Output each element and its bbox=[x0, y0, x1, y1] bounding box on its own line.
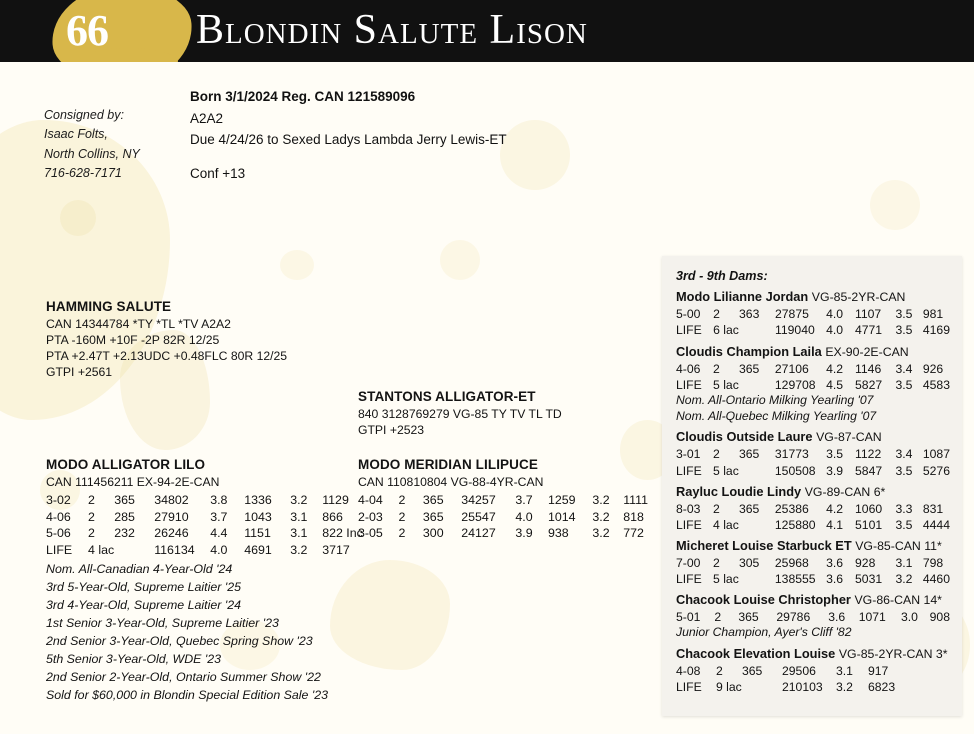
production-cell: 1060 bbox=[855, 501, 883, 516]
genetics-code: A2A2 bbox=[190, 110, 224, 126]
production-cell: 3.5 bbox=[895, 323, 913, 338]
production-cell: 3.5 bbox=[895, 463, 913, 478]
production-cell: 26246 bbox=[154, 526, 189, 541]
production-cell: 4.5 bbox=[826, 377, 844, 392]
production-cell: LIFE bbox=[676, 679, 702, 694]
ancestor-dam-entry bbox=[676, 592, 950, 641]
production-cell: 4.0 bbox=[515, 509, 533, 524]
production-cell: 2 bbox=[713, 555, 720, 570]
production-cell: 2 bbox=[88, 509, 95, 524]
production-cell: 3.6 bbox=[826, 571, 844, 586]
production-cell bbox=[912, 663, 942, 679]
production-cell: 29786 bbox=[776, 609, 811, 624]
production-cell: 3.0 bbox=[900, 609, 918, 624]
production-cell: 9 lac bbox=[716, 679, 742, 694]
production-cell: 3.9 bbox=[826, 463, 844, 478]
dams-panel-header: 3rd - 9th Dams: bbox=[676, 269, 768, 283]
ancestor-dam-note: Junior Champion, Ayer's Cliff '82 bbox=[676, 625, 852, 640]
production-row bbox=[676, 322, 950, 338]
production-row bbox=[358, 492, 648, 509]
production-cell: 5 lac bbox=[713, 377, 739, 392]
ancestor-dam-production-table bbox=[676, 663, 942, 695]
production-cell: 2 bbox=[716, 663, 723, 678]
production-cell bbox=[912, 679, 942, 695]
dam-award: 3rd 4-Year-Old, Supreme Laitier '24 bbox=[46, 598, 241, 613]
production-cell: 24127 bbox=[461, 526, 496, 541]
consignor-label: Consigned by: bbox=[44, 108, 124, 122]
production-cell: 1122 bbox=[855, 447, 882, 462]
due-date: Due 4/24/26 to Sexed Ladys Lambda Jerry Lewis-ET bbox=[190, 132, 507, 148]
production-cell: 4-06 bbox=[46, 509, 71, 524]
production-cell: 2-03 bbox=[358, 509, 383, 524]
production-cell: 3.4 bbox=[895, 447, 913, 462]
production-cell: 3.2 bbox=[290, 542, 308, 557]
production-cell: 125880 bbox=[774, 517, 816, 532]
production-cell: 5276 bbox=[922, 463, 950, 478]
production-cell: 2 bbox=[398, 492, 406, 507]
production-cell bbox=[739, 517, 775, 533]
production-cell: 6 lac bbox=[713, 323, 739, 338]
production-cell: 5031 bbox=[855, 571, 883, 586]
sire-line: CAN 14344784 *TY *TL *TV A2A2 bbox=[46, 316, 231, 331]
production-cell: 822 Inc bbox=[322, 526, 363, 541]
ancestor-dam-production-table bbox=[676, 446, 950, 478]
production-cell bbox=[739, 322, 775, 338]
production-cell: 4.0 bbox=[826, 307, 844, 322]
production-cell: 27875 bbox=[774, 307, 809, 322]
ancestor-dams-panel bbox=[662, 256, 962, 716]
production-cell: 3.9 bbox=[515, 526, 533, 541]
production-cell: 365 bbox=[738, 361, 760, 376]
production-cell: 818 bbox=[623, 509, 644, 524]
production-cell: 1151 bbox=[244, 526, 271, 541]
maternal-grandsire-line: 840 3128769279 VG-85 TY TV TL TD bbox=[358, 406, 562, 421]
production-cell: 4771 bbox=[854, 323, 883, 338]
production-cell bbox=[742, 679, 782, 695]
ancestor-dam-classification: VG-86-CAN 14* bbox=[854, 592, 942, 607]
production-cell: 3.1 bbox=[290, 526, 308, 541]
production-cell: 3.6 bbox=[828, 609, 846, 624]
ancestor-dam-entry bbox=[676, 646, 950, 695]
production-cell: 7-00 bbox=[676, 555, 701, 570]
production-cell: LIFE bbox=[676, 323, 702, 338]
sire-line: PTA -160M +10F -2P 82R 12/25 bbox=[46, 332, 220, 347]
production-cell: 5827 bbox=[855, 377, 883, 392]
production-cell: 1129 bbox=[322, 492, 349, 507]
production-cell: 4.1 bbox=[826, 517, 844, 532]
production-cell: 25968 bbox=[774, 555, 809, 570]
ancestor-dam-classification: VG-85-CAN 11* bbox=[855, 538, 942, 553]
production-cell: 1111 bbox=[623, 492, 648, 507]
production-cell: 2 bbox=[713, 501, 720, 516]
ancestor-dam-classification: VG-89-CAN 6* bbox=[804, 484, 886, 499]
dam-award: 2nd Senior 2-Year-Old, Ontario Summer Show '22 bbox=[46, 670, 321, 685]
production-cell: 2 bbox=[398, 509, 406, 524]
production-cell: 5-01 bbox=[676, 609, 701, 624]
consignor-location: North Collins, NY bbox=[44, 146, 140, 161]
production-cell: 1259 bbox=[547, 492, 576, 507]
production-cell: LIFE bbox=[676, 463, 702, 478]
production-cell: 210103 bbox=[782, 679, 823, 694]
dam-award: Nom. All-Canadian 4-Year-Old '24 bbox=[46, 562, 233, 577]
ancestor-dam-name: Chacook Elevation Louise VG-85-2YR-CAN 3* bbox=[676, 645, 948, 661]
dam-production-table bbox=[46, 492, 363, 558]
background-splotch bbox=[870, 180, 920, 230]
production-cell: 928 bbox=[855, 555, 876, 570]
background-splotch bbox=[500, 120, 570, 190]
production-row bbox=[676, 306, 950, 322]
ancestor-dam-name: Micheret Louise Starbuck ET VG-85-CAN 11* bbox=[676, 537, 942, 553]
production-cell: 1146 bbox=[855, 361, 882, 376]
production-cell: 4-06 bbox=[676, 361, 701, 376]
production-cell bbox=[739, 463, 775, 479]
production-row bbox=[676, 679, 942, 695]
ancestor-dam-note: Nom. All-Ontario Milking Yearling '07 bbox=[676, 392, 874, 407]
production-cell: 3.5 bbox=[895, 517, 913, 532]
ancestor-dam-name: Cloudis Outside Laure VG-87-CAN bbox=[676, 429, 882, 445]
production-cell: LIFE bbox=[676, 517, 702, 532]
production-cell: 5 lac bbox=[713, 571, 739, 586]
production-cell: 2 bbox=[88, 526, 95, 541]
ancestor-dam-production-table bbox=[676, 609, 950, 625]
production-cell: 1107 bbox=[854, 307, 882, 322]
sire-block bbox=[46, 298, 346, 380]
ancestor-dam-production-table bbox=[676, 361, 950, 393]
dam-award: 5th Senior 3-Year-Old, WDE '23 bbox=[46, 652, 221, 667]
production-cell: 917 bbox=[868, 663, 889, 678]
production-row bbox=[46, 542, 363, 559]
production-cell: 365 bbox=[738, 501, 760, 516]
production-cell: LIFE bbox=[46, 542, 73, 557]
production-cell: 2 bbox=[398, 526, 406, 541]
dam-id: CAN 111456211 EX-94-2E-CAN bbox=[46, 474, 220, 489]
production-cell: 4444 bbox=[922, 517, 950, 532]
second-dam-production-table bbox=[358, 492, 648, 542]
production-cell: 4-08 bbox=[676, 663, 701, 678]
ancestor-dam-entry bbox=[676, 344, 950, 425]
production-cell: 363 bbox=[739, 307, 760, 322]
production-cell: 3.2 bbox=[592, 492, 610, 507]
production-cell: 365 bbox=[114, 492, 135, 507]
production-cell: 365 bbox=[422, 509, 444, 524]
ancestor-dam-classification: VG-87-CAN bbox=[816, 430, 882, 445]
production-cell: 798 bbox=[922, 555, 944, 570]
production-cell: 3.1 bbox=[290, 509, 308, 524]
production-cell: 938 bbox=[547, 526, 569, 541]
production-cell: 4460 bbox=[922, 571, 950, 586]
production-row bbox=[676, 361, 950, 377]
production-cell: 3.7 bbox=[210, 509, 228, 524]
production-cell: 4583 bbox=[922, 377, 950, 392]
ancestor-dam-entry bbox=[676, 289, 950, 338]
dam-block bbox=[46, 456, 366, 705]
ancestor-dam-name: Modo Lilianne Jordan VG-85-2YR-CAN bbox=[676, 289, 906, 305]
production-cell: 365 bbox=[738, 609, 759, 624]
production-cell: 5101 bbox=[855, 517, 883, 532]
production-row bbox=[46, 509, 363, 526]
production-cell: 3.1 bbox=[836, 663, 853, 678]
production-cell: 3.6 bbox=[826, 555, 844, 570]
production-cell: 3.2 bbox=[592, 509, 610, 524]
maternal-grandsire-block bbox=[358, 388, 648, 438]
production-cell: 2 bbox=[713, 447, 720, 462]
production-cell: 4691 bbox=[244, 542, 272, 557]
production-cell: 119040 bbox=[774, 323, 815, 338]
ancestor-dam-name: Rayluc Loudie Lindy VG-89-CAN 6* bbox=[676, 483, 886, 499]
production-cell: 3.5 bbox=[895, 307, 913, 322]
conformation-score: Conf +13 bbox=[190, 165, 246, 181]
production-cell: 3.7 bbox=[515, 492, 533, 507]
ancestor-dam-classification: VG-85-2YR-CAN 3* bbox=[838, 646, 948, 661]
production-cell: 4169 bbox=[922, 323, 950, 338]
production-row bbox=[46, 525, 363, 542]
production-cell: 3.2 bbox=[290, 492, 308, 507]
production-cell: 772 bbox=[623, 526, 644, 541]
production-cell: 981 bbox=[922, 307, 944, 322]
production-cell: 2 bbox=[713, 361, 720, 376]
production-cell: 3.2 bbox=[592, 526, 610, 541]
production-cell: 4 lac bbox=[88, 542, 115, 557]
production-cell: 866 bbox=[322, 509, 343, 524]
consignor-block bbox=[44, 106, 194, 184]
production-cell: 365 bbox=[742, 663, 763, 678]
production-row bbox=[676, 609, 950, 625]
dam-award: Sold for $60,000 in Blondin Special Edition Sale '23 bbox=[46, 688, 329, 703]
production-cell bbox=[114, 542, 154, 559]
production-row bbox=[676, 571, 950, 587]
production-cell: 5847 bbox=[855, 463, 883, 478]
production-cell: 150508 bbox=[774, 463, 816, 478]
lot-number: 66 bbox=[66, 6, 108, 55]
dam-award: 2nd Senior 3-Year-Old, Quebec Spring Show '23 bbox=[46, 634, 313, 649]
production-cell: 34257 bbox=[461, 492, 496, 507]
production-cell: 25547 bbox=[461, 509, 496, 524]
production-cell: 3.8 bbox=[210, 492, 228, 507]
production-cell: 29506 bbox=[782, 663, 816, 678]
production-cell: 31773 bbox=[774, 447, 809, 462]
production-row bbox=[676, 555, 950, 571]
production-cell: 4 lac bbox=[713, 517, 739, 532]
production-cell: 4.2 bbox=[826, 361, 844, 376]
consignor-name: Isaac Folts, bbox=[44, 127, 108, 142]
production-cell: 1087 bbox=[922, 447, 950, 462]
production-cell: 138555 bbox=[774, 571, 816, 586]
ancestor-dam-production-table bbox=[676, 501, 950, 533]
ancestor-dam-production-table bbox=[676, 306, 950, 338]
second-dam-name: MODO MERIDIAN LILIPUCE bbox=[358, 457, 538, 472]
maternal-grandsire-name: STANTONS ALLIGATOR-ET bbox=[358, 389, 536, 404]
ancestor-dam-production-table bbox=[676, 555, 950, 587]
production-cell: 3717 bbox=[322, 542, 350, 557]
production-cell: LIFE bbox=[676, 571, 702, 586]
production-row bbox=[676, 463, 950, 479]
production-cell: 4.4 bbox=[210, 526, 228, 541]
consignor-phone: 716-628-7171 bbox=[44, 166, 122, 181]
production-row bbox=[676, 663, 942, 679]
production-cell: 232 bbox=[114, 526, 135, 541]
production-cell: 34802 bbox=[154, 492, 189, 507]
background-splotch bbox=[440, 240, 480, 280]
production-cell: 27106 bbox=[774, 361, 809, 376]
production-cell: 5-06 bbox=[46, 526, 71, 541]
production-cell: 3.1 bbox=[895, 555, 913, 570]
dam-award: 3rd 5-Year-Old, Supreme Laitier '25 bbox=[46, 580, 241, 595]
production-cell: 2 bbox=[714, 609, 722, 624]
production-cell: 8-03 bbox=[676, 501, 701, 516]
production-cell: 5 lac bbox=[713, 463, 739, 478]
production-cell: LIFE bbox=[676, 377, 702, 392]
production-cell: 4.0 bbox=[210, 542, 228, 557]
production-cell: 6823 bbox=[868, 679, 896, 694]
dam-awards-list bbox=[46, 561, 366, 705]
animal-info-block bbox=[190, 86, 507, 184]
production-row bbox=[676, 501, 950, 517]
background-splotch bbox=[60, 200, 96, 236]
production-cell: 1336 bbox=[244, 492, 272, 507]
production-cell: 116134 bbox=[154, 542, 195, 557]
ancestor-dam-entry bbox=[676, 484, 950, 533]
production-cell: 285 bbox=[114, 509, 135, 524]
background-splotch bbox=[280, 250, 314, 280]
production-cell: 27910 bbox=[154, 509, 189, 524]
production-cell: 4-04 bbox=[358, 492, 383, 507]
production-cell: 4.0 bbox=[826, 323, 844, 338]
production-cell: 1043 bbox=[244, 509, 272, 524]
second-dam-block bbox=[358, 456, 648, 542]
production-cell: 3.5 bbox=[895, 377, 913, 392]
ancestor-dam-entry bbox=[676, 429, 950, 478]
dam-award: 1st Senior 3-Year-Old, Supreme Laitier '23 bbox=[46, 616, 279, 631]
birth-registration: Born 3/1/2024 Reg. CAN 121589096 bbox=[190, 89, 416, 104]
ancestor-dam-note: Nom. All-Quebec Milking Yearling '07 bbox=[676, 408, 877, 423]
production-cell: 3.2 bbox=[836, 679, 853, 694]
production-cell: 3.3 bbox=[895, 501, 913, 516]
production-cell: 3.2 bbox=[895, 571, 913, 586]
production-row bbox=[358, 525, 648, 542]
production-cell: 129708 bbox=[774, 377, 816, 392]
production-row bbox=[358, 509, 648, 526]
production-cell: 3-02 bbox=[46, 492, 71, 507]
maternal-grandsire-line: GTPI +2523 bbox=[358, 422, 425, 437]
production-cell: 3-01 bbox=[676, 447, 701, 462]
ancestor-dam-name: Chacook Louise Christopher VG-86-CAN 14* bbox=[676, 591, 942, 607]
production-row bbox=[676, 517, 950, 533]
production-cell: 1014 bbox=[547, 509, 576, 524]
production-cell: 3.4 bbox=[895, 361, 913, 376]
ancestor-dam-classification: EX-90-2E-CAN bbox=[825, 344, 909, 359]
production-cell: 1071 bbox=[858, 609, 886, 624]
sire-line: PTA +2.47T +2.13UDC +0.48FLC 80R 12/25 bbox=[46, 349, 288, 363]
production-row bbox=[46, 492, 363, 509]
production-cell: 831 bbox=[922, 501, 944, 516]
production-cell: 3-05 bbox=[358, 526, 383, 541]
production-cell: 365 bbox=[422, 492, 444, 507]
sire-name: HAMMING SALUTE bbox=[46, 299, 172, 314]
production-cell: 4.2 bbox=[826, 501, 844, 516]
production-cell: 25386 bbox=[774, 501, 809, 516]
page-title: Blondin Salute Lison bbox=[196, 7, 588, 53]
production-cell bbox=[739, 377, 775, 393]
production-cell: 3.5 bbox=[826, 447, 844, 462]
ancestor-dam-entry bbox=[676, 538, 950, 587]
dam-name: MODO ALLIGATOR LILO bbox=[46, 457, 206, 472]
second-dam-id: CAN 110810804 VG-88-4YR-CAN bbox=[358, 474, 544, 489]
ancestor-dam-name: Cloudis Champion Laila EX-90-2E-CAN bbox=[676, 343, 909, 359]
production-cell: 5-00 bbox=[676, 307, 701, 322]
production-cell: 2 bbox=[713, 307, 720, 322]
production-cell bbox=[739, 571, 775, 587]
production-row bbox=[676, 446, 950, 462]
production-cell: 365 bbox=[738, 447, 760, 462]
production-cell: 2 bbox=[88, 492, 95, 507]
production-cell: 926 bbox=[922, 361, 944, 376]
production-cell: 300 bbox=[422, 526, 444, 541]
sire-line: GTPI +2561 bbox=[46, 365, 113, 380]
ancestor-dam-classification: VG-85-2YR-CAN bbox=[811, 290, 906, 305]
production-cell: 305 bbox=[738, 555, 760, 570]
production-row bbox=[676, 377, 950, 393]
production-cell: 908 bbox=[929, 609, 950, 624]
